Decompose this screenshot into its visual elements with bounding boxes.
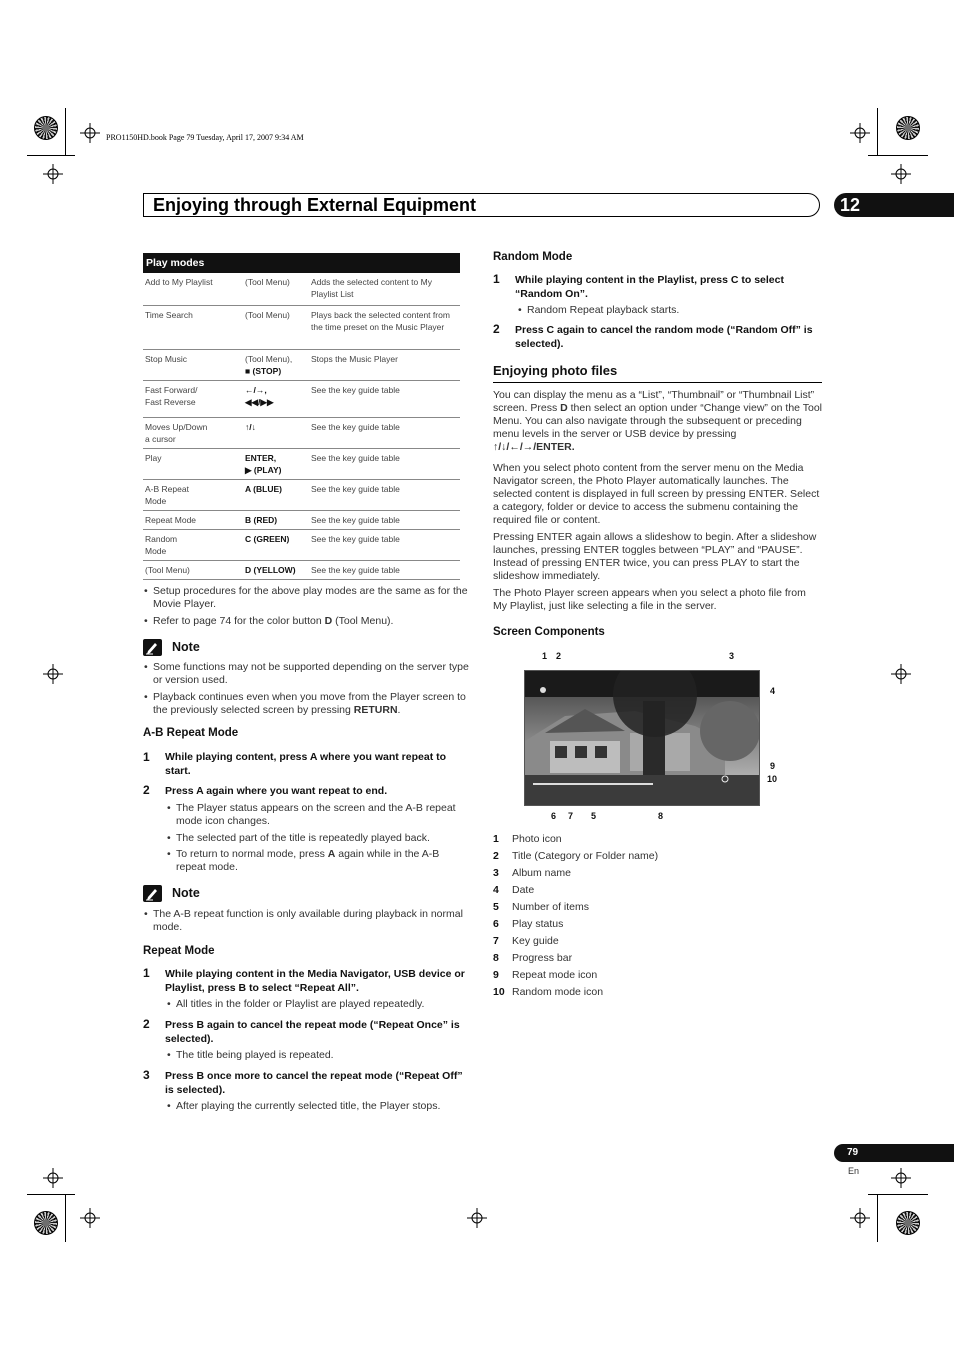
mode-cell: Mode <box>145 495 167 506</box>
component-label: Random mode icon <box>512 986 604 998</box>
component-label: Play status <box>512 918 564 930</box>
step-number: 1 <box>143 966 150 980</box>
mode-cell: Add to My Playlist <box>145 277 213 287</box>
paragraph <box>493 389 822 454</box>
print-line: PRO1150HD.book Page 79 Tuesday, April 17, 2007 9:34 AM <box>106 133 304 142</box>
component-label: Photo icon <box>512 833 562 845</box>
step-number: 2 <box>143 783 150 797</box>
component-number: 10 <box>493 986 505 998</box>
note-label: Note <box>172 886 200 900</box>
chapter-number: 12 <box>840 195 861 215</box>
bullet-item <box>176 848 471 874</box>
play-modes-heading: Play modes <box>143 253 460 273</box>
text: again while in the A-B repeat mode. <box>176 848 440 873</box>
key-cell: D (YELLOW) <box>245 564 296 575</box>
mode-cell: Moves Up/Down <box>145 421 208 432</box>
component-label: Repeat mode icon <box>512 969 598 981</box>
key-cell: ENTER, <box>245 452 277 463</box>
page-language: En <box>848 1166 860 1176</box>
key-cell: (Tool Menu) <box>245 277 290 287</box>
random-mode-heading: Random Mode <box>493 251 573 263</box>
key-cell: B (RED) <box>245 514 278 525</box>
component-label: Key guide <box>512 935 559 947</box>
step-text: Press B once more to cancel the repeat mode (“Repeat Off” is selected). <box>165 1070 463 1096</box>
key-label: D <box>324 615 333 627</box>
page-number: 79 <box>847 1147 859 1158</box>
step-text: Press B again to cancel the repeat mode (“Repeat Once” is selected). <box>165 1019 460 1045</box>
text: (Tool Menu). <box>332 615 394 627</box>
mode-cell: Fast Reverse <box>145 396 196 407</box>
step-number: 2 <box>493 322 500 336</box>
bullet-item: • Setup procedures for the above play modes are the same as for the Movie Player. <box>153 585 471 611</box>
callout-label: 8 <box>658 811 664 821</box>
step-text: Press A again where you want repeat to end. <box>165 785 388 797</box>
paragraph: When you select photo content from the server menu on the Media Navigator screen, the Photo Player automatically launches. The selected content is displayed in full screen by pressing ENTER. Select a category, folder or device to access the submenu containing the required file or content. <box>493 462 820 526</box>
component-number: 2 <box>493 850 499 862</box>
step-number: 1 <box>143 750 150 764</box>
callout-label: 9 <box>770 761 776 771</box>
crosshair-icon <box>43 164 63 184</box>
registration-rosette-icon <box>34 1211 58 1235</box>
desc-cell: See the key guide table <box>311 384 400 395</box>
callout-label: 3 <box>729 651 735 661</box>
callout-label: 10 <box>767 774 778 784</box>
text: Refer to page 74 for the color button <box>153 615 325 627</box>
crosshair-icon <box>467 1208 487 1228</box>
key-label: A <box>327 848 336 860</box>
bullet-item: • The selected part of the title is repeatedly played back. <box>176 832 471 845</box>
mode-cell: Mode <box>145 545 167 556</box>
crosshair-icon <box>850 1208 870 1228</box>
trim-mark <box>27 155 75 156</box>
component-label: Album name <box>512 867 571 879</box>
component-number: 4 <box>493 884 499 896</box>
desc-cell: See the key guide table <box>311 452 400 463</box>
component-label: Number of items <box>512 901 590 913</box>
trim-mark <box>877 1194 878 1242</box>
callout-label: 1 <box>542 651 548 661</box>
key-label: RETURN <box>353 704 398 716</box>
key-cell: (Tool Menu) <box>245 309 290 320</box>
desc-cell: See the key guide table <box>311 421 400 432</box>
registration-rosette-icon <box>896 116 920 140</box>
text: Playback continues even when you move from the Player screen to the previously selected screen by pressing <box>153 691 466 716</box>
photo-player-screenshot <box>524 670 760 806</box>
table-row <box>143 479 460 510</box>
bullet-item <box>153 615 471 628</box>
desc-cell: Plays back the selected content from the time preset on the Music Player <box>311 309 450 332</box>
key-cell: ↑/↓ <box>245 421 256 432</box>
component-number: 1 <box>493 833 499 845</box>
crosshair-icon <box>80 123 100 143</box>
crosshair-icon <box>43 1168 63 1188</box>
trim-mark <box>65 108 66 156</box>
crosshair-icon <box>80 1208 100 1228</box>
text: . <box>397 704 401 716</box>
crosshair-icon <box>43 664 63 684</box>
mode-cell: A-B Repeat <box>145 483 189 494</box>
ab-repeat-heading: A-B Repeat Mode <box>143 727 239 739</box>
text: then select an option under “Change view” on the Tool Menu. You can also navigate through the subsequent or preceding menu levels in the server or USB device by pressing <box>493 402 823 440</box>
table-row <box>143 273 460 305</box>
bullet-item <box>153 691 471 717</box>
mode-cell: Play <box>145 452 162 463</box>
desc-cell: See the key guide table <box>311 514 400 525</box>
desc-cell: Stops the Music Player <box>311 353 398 364</box>
callout-label: 6 <box>551 811 557 821</box>
component-number: 6 <box>493 918 499 930</box>
key-label: ↑/↓/←/→/ENTER. <box>493 441 575 453</box>
key-cell: A (BLUE) <box>245 483 282 494</box>
component-number: 9 <box>493 969 499 981</box>
table-row <box>143 380 460 417</box>
desc-cell: Adds the selected content to My Playlist List <box>311 277 432 299</box>
screen-components-heading: Screen Components <box>493 626 605 638</box>
callout-label: 7 <box>568 811 574 821</box>
paragraph: Pressing ENTER again allows a slideshow to begin. After a slideshow launches, pressing ENTER toggles between “PLAY” and “PAUSE”. Instead of pressing ENTER twice, you can press PLAY to start the slideshow immediately. <box>493 531 817 582</box>
table-row <box>143 529 460 560</box>
note-label: Note <box>172 640 200 654</box>
key-cell: ■ (STOP) <box>245 365 282 376</box>
key-cell: (Tool Menu), <box>245 353 293 364</box>
key-cell: ◀◀/▶▶ <box>245 396 274 407</box>
crosshair-icon <box>891 164 911 184</box>
note-pencil-icon <box>143 639 162 656</box>
heading-rule <box>493 382 822 383</box>
trim-mark <box>868 1194 928 1195</box>
registration-rosette-icon <box>896 1211 920 1235</box>
callout-label: 2 <box>556 651 562 661</box>
trim-mark <box>868 155 928 156</box>
step-text: Press C again to cancel the random mode (“Random Off” is selected). <box>515 324 813 350</box>
table-row <box>143 349 460 380</box>
desc-cell: See the key guide table <box>311 533 400 544</box>
mode-cell: Fast Forward/ <box>145 384 198 395</box>
desc-cell: See the key guide table <box>311 564 400 575</box>
table-row <box>143 560 460 579</box>
trim-mark <box>27 1194 75 1195</box>
mode-cell: Time Search <box>145 309 193 320</box>
repeat-mode-heading: Repeat Mode <box>143 945 215 957</box>
play-modes-table <box>143 273 460 580</box>
bullet-item: • The title being played is repeated. <box>176 1049 471 1062</box>
crosshair-icon <box>891 1168 911 1188</box>
component-number: 5 <box>493 901 499 913</box>
step-text: While playing content in the Playlist, press C to select “Random On”. <box>515 274 784 300</box>
step-text: While playing content, press A where you want repeat to start. <box>165 751 447 777</box>
key-label: D <box>560 402 568 414</box>
table-row <box>143 448 460 479</box>
mode-cell: (Tool Menu) <box>145 564 190 575</box>
step-number: 1 <box>493 272 500 286</box>
crosshair-icon <box>891 664 911 684</box>
step-number: 3 <box>143 1068 150 1082</box>
key-cell: ▶ (PLAY) <box>245 464 282 475</box>
photo-image <box>525 671 759 805</box>
component-number: 8 <box>493 952 499 964</box>
bullet-item: • Random Repeat playback starts. <box>527 304 822 317</box>
component-number: 7 <box>493 935 499 947</box>
page-title: Enjoying through External Equipment <box>153 195 477 215</box>
step-text: While playing content in the Media Navigator, USB device or Playlist, press B to select “Repeat All”. <box>165 968 465 994</box>
mode-cell: Random <box>145 533 178 544</box>
text: You can display the menu as a “List”, “Thumbnail” or “Thumbnail List” screen. Press <box>493 389 815 414</box>
mode-cell: Repeat Mode <box>145 514 197 525</box>
key-cell: ←/→, <box>245 384 267 395</box>
bullet-item: • After playing the currently selected title, the Player stops. <box>176 1100 476 1113</box>
registration-rosette-icon <box>34 116 58 140</box>
paragraph: The Photo Player screen appears when you select a photo file from My Playlist, just like selecting a file in the server. <box>493 587 806 612</box>
mode-cell: Stop Music <box>145 353 188 364</box>
trim-mark <box>877 108 878 156</box>
component-label: Date <box>512 884 535 896</box>
table-row <box>143 417 460 448</box>
component-label: Title (Category or Folder name) <box>512 850 659 862</box>
bullet-item: • The A-B repeat function is only available during playback in normal mode. <box>153 908 471 934</box>
component-number: 3 <box>493 867 499 879</box>
bullet-item: • All titles in the folder or Playlist are played repeatedly. <box>176 998 471 1011</box>
callout-label: 5 <box>591 811 597 821</box>
table-row <box>143 510 460 529</box>
bullet-item: • The Player status appears on the screen and the A-B repeat mode icon changes. <box>176 802 471 828</box>
text: To return to normal mode, press <box>176 848 328 860</box>
table-row <box>143 305 460 349</box>
mode-cell: a cursor <box>145 433 176 444</box>
photo-files-heading: Enjoying photo files <box>493 363 618 378</box>
component-label: Progress bar <box>512 952 573 964</box>
crosshair-icon <box>850 123 870 143</box>
callout-label: 4 <box>770 686 776 696</box>
bullet-item: • Some functions may not be supported depending on the server type or version used. <box>153 661 471 687</box>
note-pencil-icon <box>143 885 162 902</box>
trim-mark <box>65 1194 66 1242</box>
key-cell: C (GREEN) <box>245 533 290 544</box>
desc-cell: See the key guide table <box>311 483 400 494</box>
step-number: 2 <box>143 1017 150 1031</box>
